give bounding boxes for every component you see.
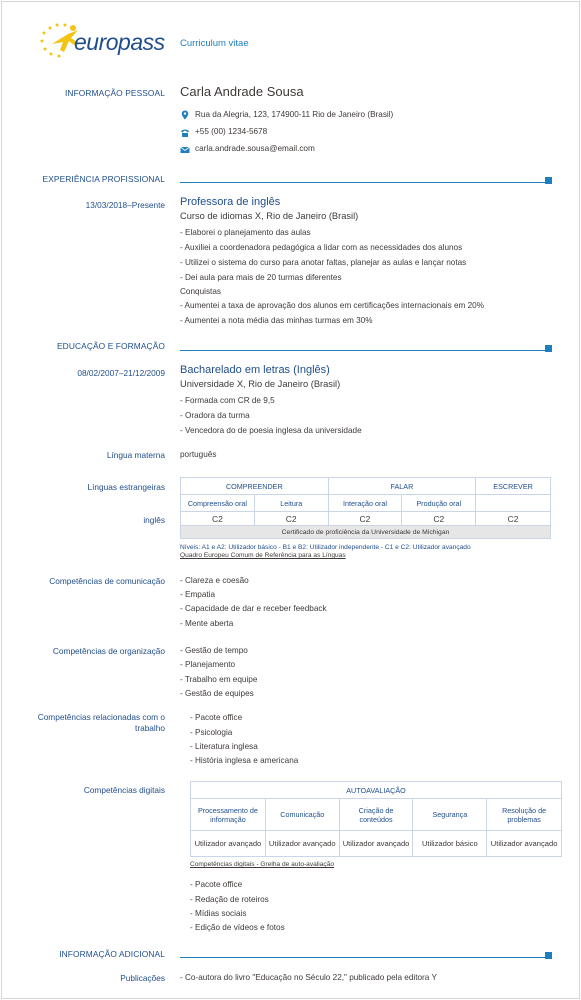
section-divider (180, 957, 550, 958)
list-item: - Oradora da turma (180, 411, 250, 420)
section-experience-label: EXPERIÊNCIA PROFISSIONAL (42, 174, 165, 184)
list-item: - Psicologia (190, 728, 233, 737)
education-date: 08/02/2007–21/12/2009 (77, 368, 165, 378)
section-divider (180, 350, 550, 351)
header-falar: FALAR (328, 478, 476, 495)
phone-text: +55 (00) 1234-5678 (195, 127, 268, 136)
email-icon (180, 145, 190, 155)
header-escrever: ESCREVER (476, 478, 551, 495)
list-item: - Capacidade de dar e receber feedback (180, 604, 327, 613)
digital-column-header: Segurança (413, 799, 487, 831)
list-item: - Elaborei o planejamento das aulas (180, 228, 311, 237)
list-item: - Utilizei o sistema do curso para anotar faltas, planejar as aulas e lançar notas (180, 258, 467, 267)
location-icon (180, 110, 190, 120)
digital-column-header: Resolução de problemas (487, 799, 562, 831)
list-item: - Vencedora do de poesia inglesa da universidade (180, 426, 362, 435)
digital-level-cell: Utilizador avançado (191, 831, 266, 857)
subheader-cell: Compreensão oral (181, 495, 255, 512)
digital-table (190, 781, 562, 857)
subheader-cell: Leitura (254, 495, 328, 512)
digital-level-cell: Utilizador básico (413, 831, 487, 857)
digital-level-cell: Utilizador avançado (339, 831, 413, 857)
list-item: - Gestão de tempo (180, 646, 248, 655)
section-personal-label: INFORMAÇÃO PESSOAL (65, 88, 165, 98)
communication-label: Competências de comunicação (49, 576, 165, 586)
foreign-languages-label: Línguas estrangeiras (87, 482, 165, 492)
list-item: - Pacote office (190, 880, 243, 889)
list-item: - Trabalho em equipe (180, 675, 258, 684)
job-related-label: Competências relacionadas com o trabalho (37, 712, 165, 733)
digital-grid-link[interactable]: Competências digitais - Grelha de auto-avaliação (190, 861, 335, 868)
mother-tongue-label: Língua materna (106, 450, 165, 460)
digital-column-header: Criação de conteúdos (339, 799, 413, 831)
subheader-cell (476, 495, 551, 512)
section-marker (545, 345, 552, 352)
mother-tongue-value: português (180, 450, 217, 459)
level-cell: C2 (402, 512, 476, 526)
list-item: - Aumentei a taxa de aprovação dos alunos em certificações internacionais em 20% (180, 301, 485, 310)
header-autoavaliacao: AUTOAVALIAÇÃO (191, 782, 562, 799)
list-item: - Empatia (180, 590, 216, 599)
list-item: - Auxiliei a coordenadora pedagógica a lidar com as necessidades dos alunos (180, 243, 463, 252)
experience-date: 13/03/2018–Presente (85, 200, 165, 210)
section-education-label: EDUCAÇÃO E FORMAÇÃO (57, 341, 165, 351)
organization-label: Competências de organização (52, 646, 165, 656)
experience-title: Professora de inglês (180, 196, 281, 208)
subheader-cell: Interação oral (328, 495, 402, 512)
language-name: inglês (143, 515, 165, 525)
list-item: - Mídias sociais (190, 909, 247, 918)
phone-icon (180, 128, 190, 138)
candidate-name: Carla Andrade Sousa (180, 84, 304, 99)
level-cell: C2 (254, 512, 328, 526)
list-item: - Gestão de equipes (180, 689, 254, 698)
digital-level-cell: Utilizador avançado (487, 831, 562, 857)
list-item: - Pacote office (190, 713, 243, 722)
email-text: carla.andrade.sousa@email.com (195, 144, 315, 153)
digital-level-cell: Utilizador avançado (265, 831, 339, 857)
list-item: - Dei aula para mais de 20 turmas diferentes (180, 273, 342, 282)
doc-title: Curriculum vitae (180, 38, 249, 49)
logo-text: europass (74, 29, 165, 55)
list-item: - História inglesa e americana (190, 756, 299, 765)
publications-label: Publicações (120, 973, 165, 983)
section-additional-label: INFORMAÇÃO ADICIONAL (59, 949, 165, 959)
framework-link[interactable]: Quadro Europeu Comum de Referência para as Línguas (180, 552, 346, 559)
address-text: Rua da Alegria, 123, 174900-11 Rio de Janeiro (Brasil) (195, 110, 394, 119)
certificate-cell: Certificado de proficiência da Universidade de Michigan (181, 526, 551, 539)
experience-employer: Curso de idiomas X, Rio de Janeiro (Brasil) (180, 211, 359, 221)
list-item: Conquistas (180, 287, 221, 296)
publication-item: - Co-autora do livro "Educação no Século 22," publicado pela editora Y (180, 973, 437, 982)
level-cell: C2 (328, 512, 402, 526)
list-item: - Mente aberta (180, 619, 234, 628)
section-divider (180, 182, 550, 183)
digital-column-header: Comunicação (265, 799, 339, 831)
list-item: - Edição de vídeos e fotos (190, 923, 285, 932)
digital-column-header: Processamento de informação (191, 799, 266, 831)
section-marker (545, 177, 552, 184)
list-item: - Clareza e coesão (180, 576, 249, 585)
language-table (180, 477, 551, 539)
list-item: - Redação de roteiros (190, 895, 269, 904)
level-cell: C2 (476, 512, 551, 526)
header-compreender: COMPREENDER (181, 478, 329, 495)
levels-note: Níveis: A1 e A2: Utilizador básico - B1 e B2: Utilizador independente - C1 e C2: Utilizador avançado (180, 544, 471, 551)
level-cell: C2 (181, 512, 255, 526)
section-marker (545, 952, 552, 959)
subheader-cell: Produção oral (402, 495, 476, 512)
list-item: - Formada com CR de 9,5 (180, 396, 275, 405)
education-title: Bacharelado em letras (Inglês) (180, 364, 330, 376)
list-item: - Literatura inglesa (190, 742, 258, 751)
education-institution: Universidade X, Rio de Janeiro (Brasil) (180, 379, 341, 389)
list-item: - Planejamento (180, 660, 236, 669)
digital-label: Competências digitais (83, 785, 165, 795)
list-item: - Aumentei a nota média das minhas turmas em 30% (180, 316, 373, 325)
